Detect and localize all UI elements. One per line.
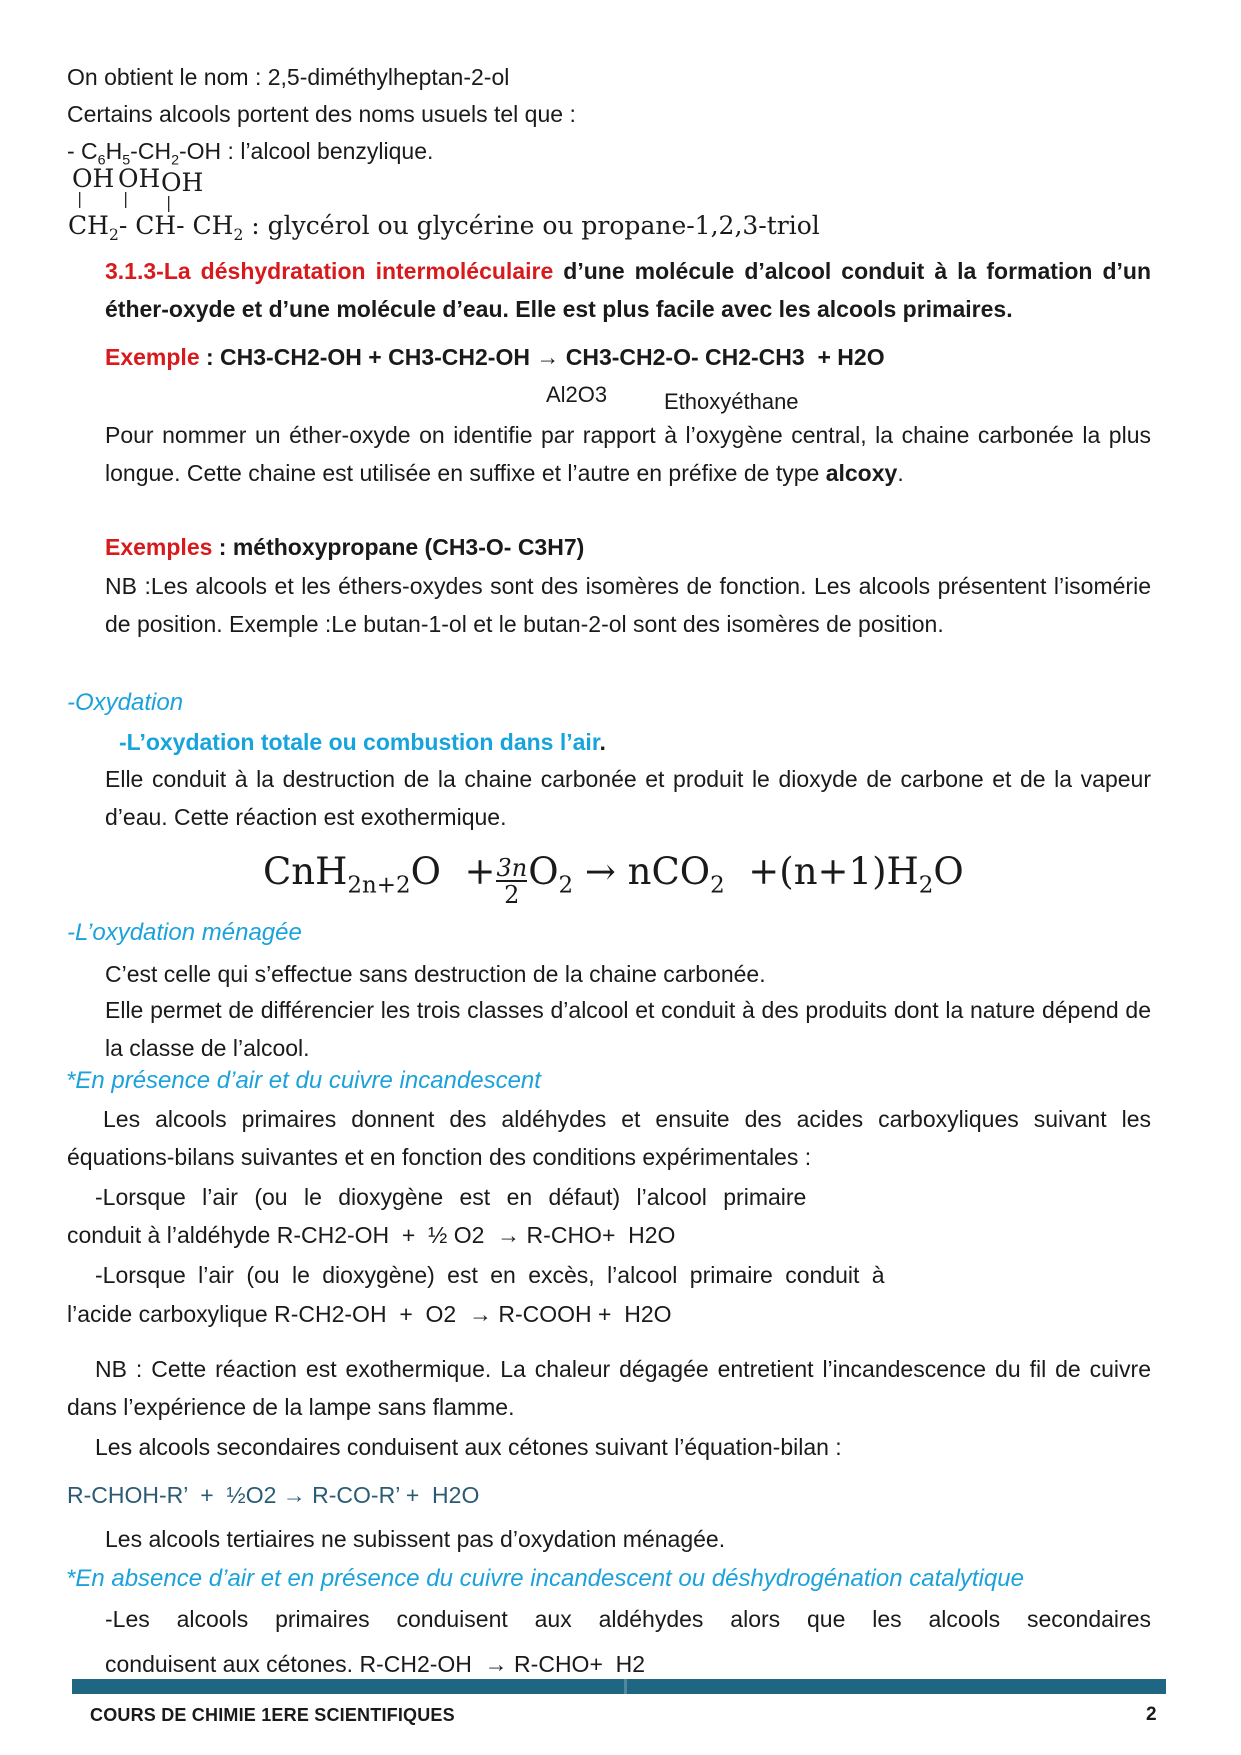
eq-fraction [496, 856, 527, 909]
glycerol-oh-group-2: OH [118, 164, 161, 193]
eq-s3: 2 [558, 872, 574, 899]
glycerol-formula-line [68, 211, 820, 250]
oxydation-heading: -Oxydation [67, 689, 184, 716]
tertiary-alcohols-line: Les alcools tertiaires ne subissent pas d’oxydation ménagée. [105, 1526, 726, 1552]
menagee-line-1: C’est celle qui s’effectue sans destruction de la chaine carbonée. [105, 961, 766, 987]
eq-s5: 2 [918, 872, 934, 899]
oxygen-excess-line: -Lorsque l’air (ou le dioxygène) est en excès, l’alcool primaire conduit à [95, 1262, 885, 1288]
eq-p6: O [933, 850, 964, 893]
section-3-1-3-paragraph [105, 252, 1151, 328]
oxydation-menagee-heading: -L’oxydation ménagée [67, 919, 302, 946]
naming-alcoxy: alcoxy [825, 460, 898, 486]
intro-line-2: Certains alcools portent des noms usuels tel que : [67, 101, 576, 127]
eq-p3: O [528, 850, 559, 893]
glycerol-f-s1: 2 [108, 226, 119, 244]
eq-fraction-denominator: 2 [496, 880, 527, 909]
eq-arrow: → [573, 850, 628, 893]
glycerol-f-p1: CH [68, 211, 109, 240]
benzylic-p4: -OH : l’alcool benzylique. [179, 138, 434, 164]
eq-s4: 2 [710, 872, 725, 899]
glycerol-bond-3: | [166, 193, 172, 212]
glycerol-caption: : glycérol ou glycérine ou propane-1,2,3-triol [243, 211, 820, 240]
exemple-label: Exemple [105, 344, 200, 370]
presence-air-heading: *En présence d’air et du cuivre incandescent [66, 1067, 541, 1094]
naming-end: . [897, 460, 904, 486]
primary-alcohols-paragraph: Les alcools primaires donnent des aldéhydes et ensuite des acides carboxyliques suivant les équations-bilans suivantes et en fonction des conditions expérimentales : [67, 1106, 1151, 1170]
section-3-1-3-body: d’une molécule d’alcool conduit à la formation d’un éther-oxyde et d’une molécule d’eau. Elle est plus facile avec les alcools primaires. [105, 258, 1151, 322]
glycerol-oh-group-1: OH [72, 164, 115, 193]
exemples-line [105, 528, 584, 566]
product-name-label: Ethoxyéthane [664, 389, 799, 414]
oxydation-totale-dot: . [599, 729, 606, 755]
ether-naming-paragraph [105, 416, 1151, 492]
exemples-label: Exemples [105, 534, 213, 560]
benzylic-p1: - C [67, 138, 98, 164]
benzylic-sub1: 6 [97, 152, 106, 169]
oxydation-totale-text: -L’oxydation totale ou combustion dans l’air [119, 729, 600, 755]
oxydation-totale-heading [119, 723, 606, 761]
combustion-equation [263, 852, 964, 909]
nb-exothermic-paragraph: NB : Cette réaction est exothermique. La chaleur dégagée entretient l’incandescence du fil de cuivre dans l’expérience de la lampe sans flamme. [67, 1356, 1151, 1420]
carboxylic-acid-equation: l’acide carboxylique R-CH2-OH + O2 → R-COOH + H2O [67, 1301, 672, 1327]
exemples-text: : méthoxypropane (CH3-O- C3H7) [212, 534, 585, 560]
footer-course-title: COURS DE CHIMIE 1ERE SCIENTIFIQUES [90, 1705, 455, 1725]
glycerol-f-p2: - CH- CH [118, 211, 234, 240]
absence-air-line-1: -Les alcools primaires conduisent aux aldéhydes alors que les alcools secondaires [105, 1606, 1151, 1632]
benzylic-sub3: 2 [171, 152, 179, 169]
aldehyde-equation: conduit à l’aldéhyde R-CH2-OH + ½ O2 → R-CHO+ H2O [67, 1222, 676, 1248]
exemple-formula: : CH3-CH2-OH + CH3-CH2-OH → CH3-CH2-O- CH2-CH3 + H2O [199, 344, 885, 370]
glycerol-bond-1: | [77, 189, 83, 208]
benzylic-sub2: 5 [122, 152, 131, 169]
glycerol-f-s2: 2 [233, 226, 244, 244]
naming-body: Pour nommer un éther-oxyde on identifie par rapport à l’oxygène central, la chaine carbonée la plus longue. Cette chaine est utilisée en suffixe et l’autre en préfixe de type [105, 422, 1151, 486]
eq-p2: O + [410, 850, 496, 893]
footer-bar-seam [624, 1679, 627, 1694]
eq-p1: CnH [263, 850, 348, 893]
benzylic-p3: -CH [130, 138, 172, 164]
catalyst-label: Al2O3 [546, 382, 608, 407]
exemple-dehydration-line [105, 338, 885, 376]
eq-p4: nCO [627, 850, 711, 893]
eq-fraction-numerator: 3n [496, 854, 528, 883]
ketone-equation: R-CHOH-R’ + ½O2 → R-CO-R’ + H2O [67, 1482, 480, 1508]
secondary-alcohols-line: Les alcools secondaires conduisent aux cétones suivant l’équation-bilan : [95, 1434, 842, 1460]
eq-p5: +(n+1)H [724, 850, 919, 893]
absence-air-heading: *En absence d’air et en présence du cuivre incandescent ou déshydrogénation catalytique [66, 1565, 1024, 1592]
glycerol-oh-group-3: OH [161, 168, 204, 197]
menagee-paragraph: Elle permet de différencier les trois classes d’alcool et conduit à des produits dont la nature dépend de la classe de l’alcool. [105, 997, 1151, 1061]
eq-s1: 2n+2 [347, 872, 411, 899]
benzylic-p2: H [105, 138, 123, 164]
intro-line-1: On obtient le nom : 2,5-diméthylheptan-2-ol [67, 64, 510, 90]
absence-air-line-2: conduisent aux cétones. R-CH2-OH → R-CHO+ H2 [105, 1651, 646, 1677]
footer-divider-bar [72, 1679, 1166, 1694]
oxygen-default-line: -Lorsque l’air (ou le dioxygène est en défaut) l’alcool primaire [95, 1184, 807, 1210]
nb-isomers-paragraph: NB :Les alcools et les éthers-oxydes sont des isomères de fonction. Les alcools présentent l’isomérie de position. Exemple :Le butan-1-ol et le butan-2-ol sont des isomères de position. [105, 573, 1151, 637]
glycerol-bond-2: | [123, 189, 129, 208]
combustion-paragraph: Elle conduit à la destruction de la chaine carbonée et produit le dioxyde de carbone et de la vapeur d’eau. Cette réaction est exothermique. [105, 766, 1151, 830]
footer-page-number: 2 [1146, 1704, 1157, 1725]
section-3-1-3-heading: 3.1.3-La déshydratation intermoléculaire [105, 258, 554, 284]
